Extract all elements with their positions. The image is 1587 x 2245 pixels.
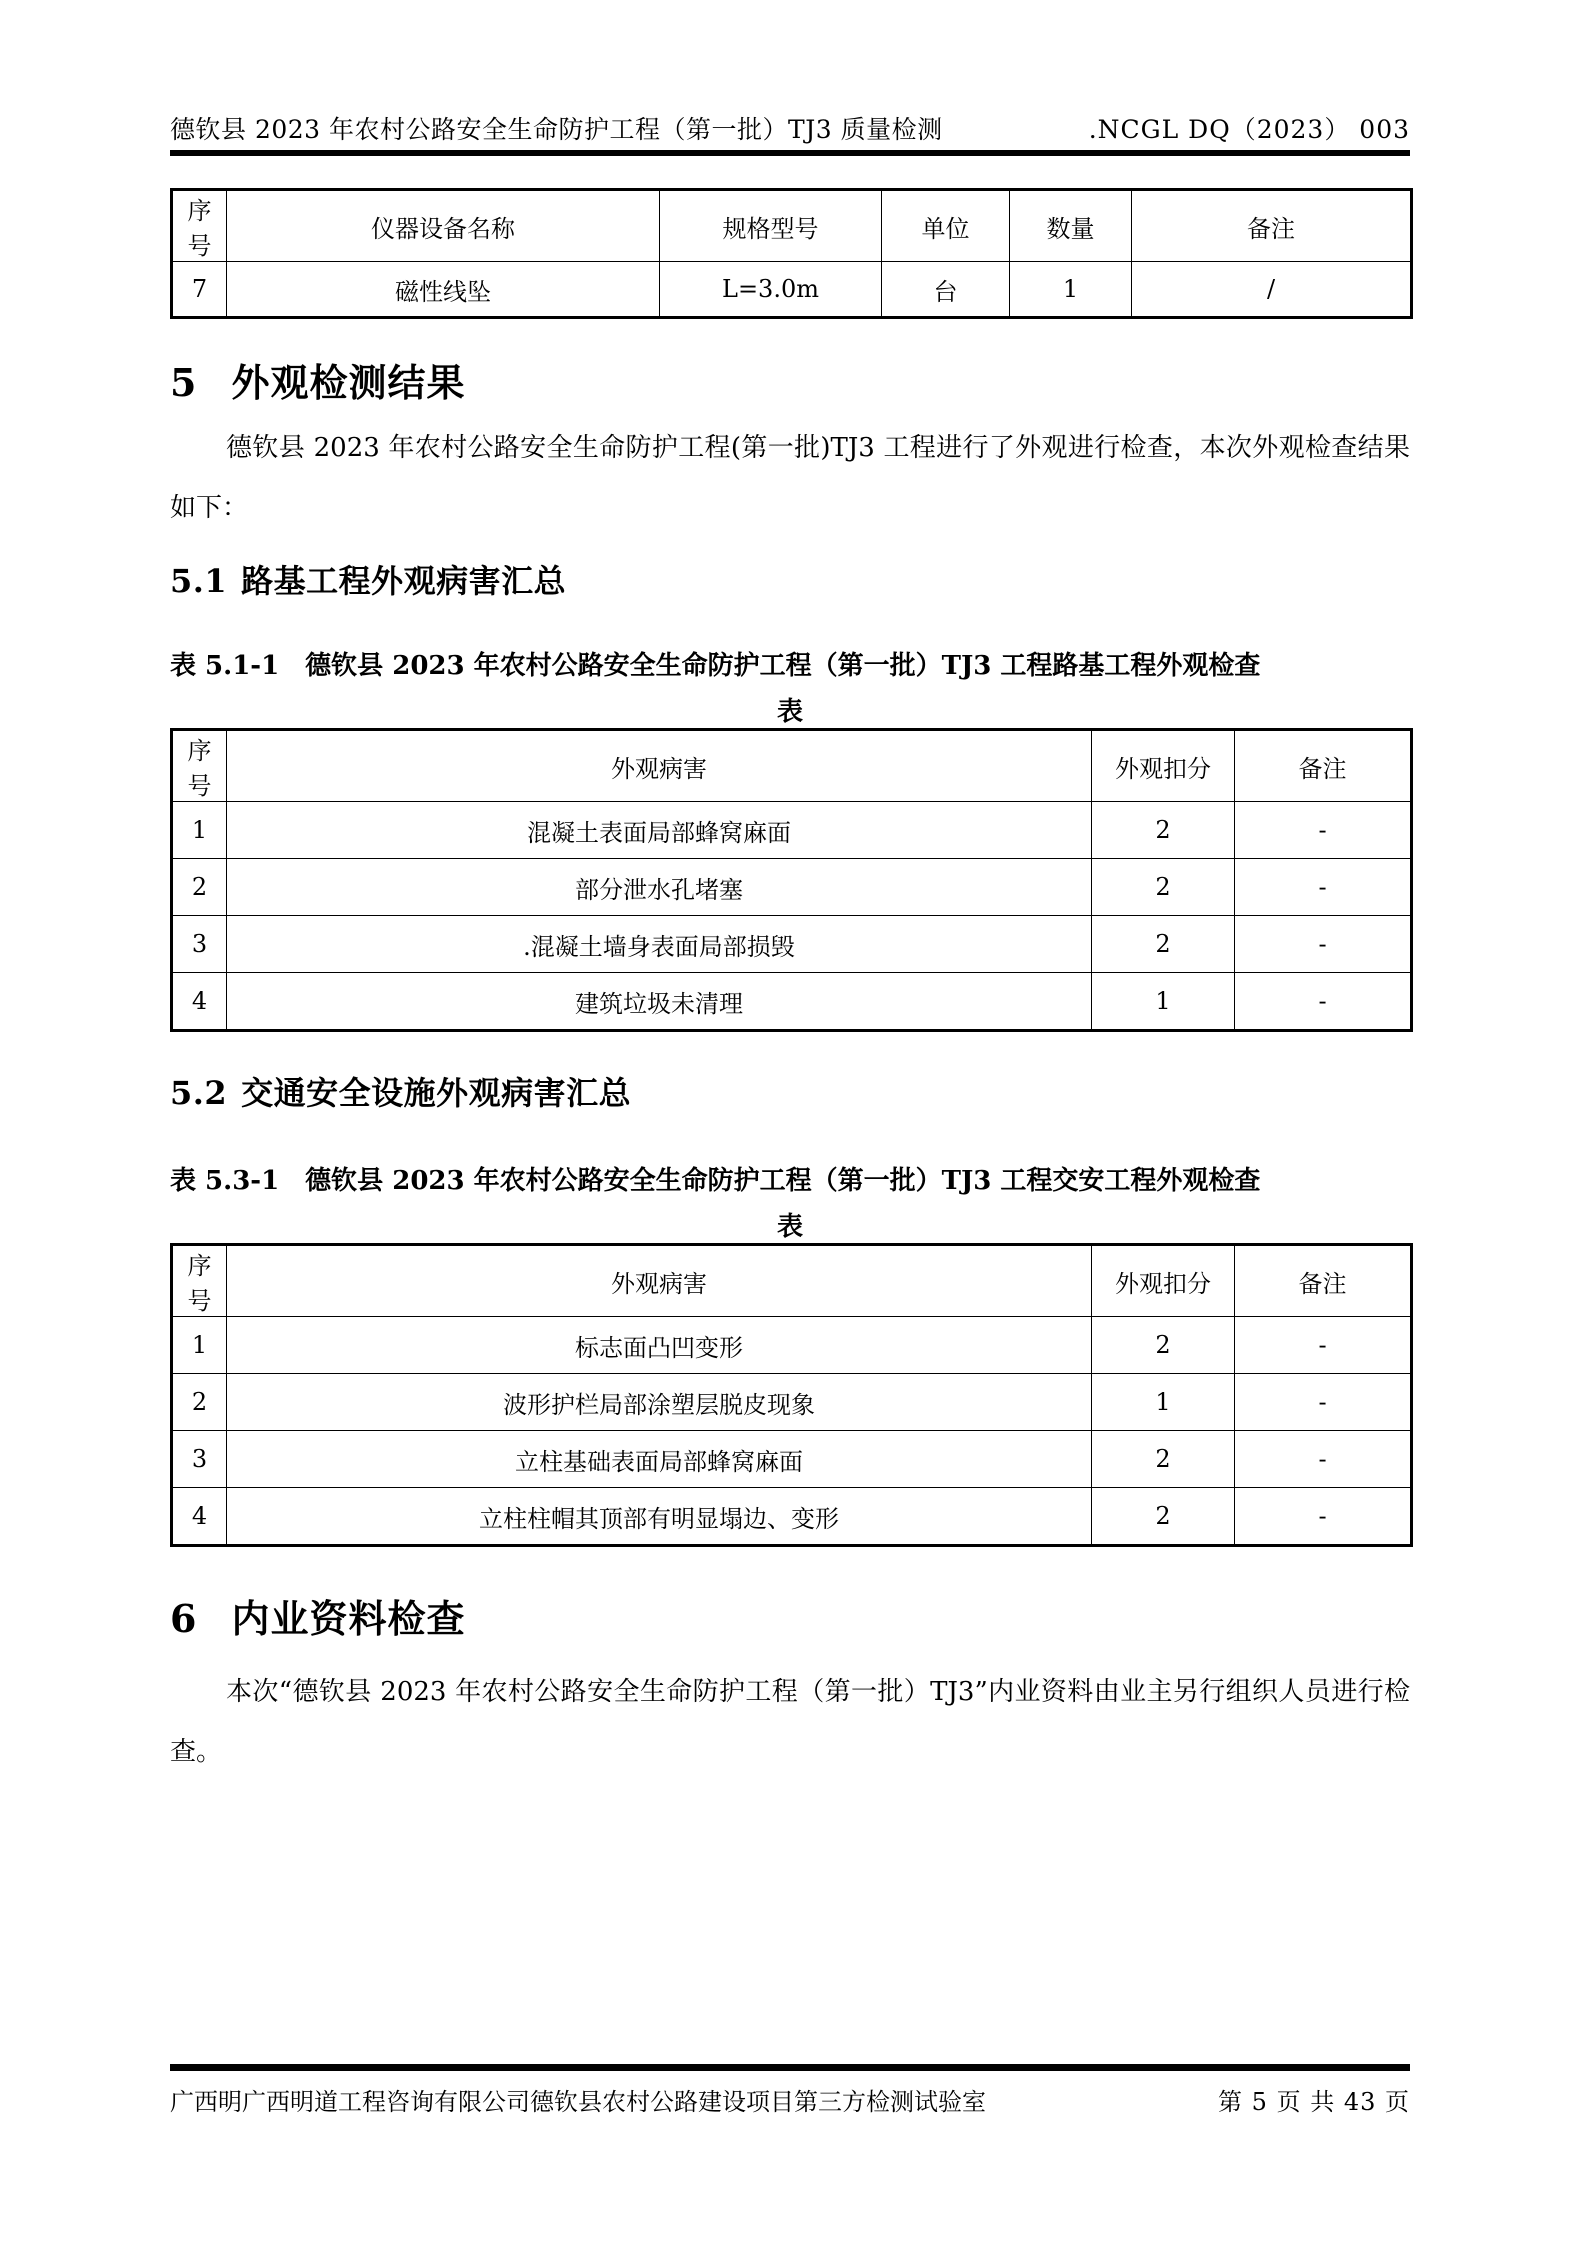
- header-doc-number: .NCGL DQ（2023） 003: [1088, 115, 1410, 144]
- cell-deduction: 2: [1092, 802, 1235, 859]
- cell-index: 3: [172, 916, 227, 973]
- cell-remark: -: [1235, 973, 1412, 1031]
- column-header-remark: 备注: [1132, 190, 1412, 262]
- column-header-deduction: 外观扣分: [1092, 1245, 1235, 1317]
- column-header-name: 仪器设备名称: [227, 190, 660, 262]
- header-divider: [170, 150, 1410, 156]
- heading-number: 5.1: [170, 562, 228, 600]
- cell-deduction: 2: [1092, 859, 1235, 916]
- cell-deduction: 1: [1092, 973, 1235, 1031]
- cell-remark: -: [1235, 1431, 1412, 1488]
- equipment-table: [170, 188, 1413, 319]
- cell-defect: 立柱柱帽其顶部有明显塌边、变形: [227, 1488, 1092, 1546]
- caption-table-5-3-1: [170, 1158, 1410, 1250]
- traffic-safety-defect-table: [170, 1243, 1413, 1547]
- table-header-row: [172, 190, 1412, 262]
- table-row: [172, 859, 1412, 916]
- heading-number: 5.2: [170, 1074, 228, 1112]
- cell-remark: -: [1235, 859, 1412, 916]
- cell-remark: /: [1132, 262, 1412, 318]
- cell-index: 4: [172, 973, 227, 1031]
- caption-text: 德钦县 2023 年农村公路安全生命防护工程（第一批）TJ3 工程路基工程外观检查: [305, 651, 1261, 681]
- footer-page-number: 第 5 页 共 43 页: [1218, 2088, 1410, 2116]
- heading-section-6: [170, 1588, 465, 1643]
- footer-organization: 广西明广西明道工程咨询有限公司德钦县农村公路建设项目第三方检测试验室: [170, 2088, 986, 2116]
- cell-index: 3: [172, 1431, 227, 1488]
- cell-remark: -: [1235, 1374, 1412, 1431]
- caption-text-wrap: 表: [776, 697, 803, 727]
- paragraph-section-6: 本次“德钦县 2023 年农村公路安全生命防护工程（第一批）TJ3”内业资料由业主另行组织人员进行检查。: [170, 1677, 1410, 1767]
- heading-text: 内业资料检查: [231, 1596, 466, 1641]
- caption-text-wrap: 表: [776, 1212, 803, 1242]
- cell-remark: -: [1235, 916, 1412, 973]
- column-header-defect: 外观病害: [227, 1245, 1092, 1317]
- cell-unit: 台: [882, 262, 1010, 318]
- cell-deduction: 2: [1092, 1431, 1235, 1488]
- heading-section-5-1: [170, 556, 566, 602]
- table-row: [172, 1431, 1412, 1488]
- heading-text: 交通安全设施外观病害汇总: [241, 1074, 632, 1112]
- running-footer: [170, 2082, 1410, 2117]
- cell-defect: 标志面凸凹变形: [227, 1317, 1092, 1374]
- column-header-unit: 单位: [882, 190, 1010, 262]
- column-header-qty: 数量: [1010, 190, 1132, 262]
- caption-text: 德钦县 2023 年农村公路安全生命防护工程（第一批）TJ3 工程交安工程外观检查: [305, 1166, 1261, 1196]
- column-header-deduction: 外观扣分: [1092, 730, 1235, 802]
- cell-deduction: 2: [1092, 916, 1235, 973]
- column-header-defect: 外观病害: [227, 730, 1092, 802]
- roadbed-defect-table: [170, 728, 1413, 1032]
- column-header-remark: 备注: [1235, 730, 1412, 802]
- caption-label: 表 5.3-1: [170, 1166, 280, 1196]
- cell-deduction: 1: [1092, 1374, 1235, 1431]
- column-header-index: 序号: [172, 1245, 227, 1317]
- cell-index: 2: [172, 859, 227, 916]
- heading-number: 5: [170, 360, 198, 405]
- table-row: [172, 1317, 1412, 1374]
- heading-number: 6: [170, 1596, 198, 1641]
- table-row: [172, 1488, 1412, 1546]
- cell-name: 磁性线坠: [227, 262, 660, 318]
- cell-deduction: 2: [1092, 1317, 1235, 1374]
- cell-remark: -: [1235, 1317, 1412, 1374]
- table-row: [172, 973, 1412, 1031]
- cell-index: 2: [172, 1374, 227, 1431]
- column-header-index: 序号: [172, 730, 227, 802]
- table-header-row: [172, 730, 1412, 802]
- cell-qty: 1: [1010, 262, 1132, 318]
- cell-index: 1: [172, 802, 227, 859]
- heading-section-5: [170, 352, 465, 407]
- footer-divider: [170, 2064, 1410, 2071]
- caption-table-5-1-1: [170, 643, 1410, 735]
- table-row: [172, 1374, 1412, 1431]
- cell-remark: -: [1235, 802, 1412, 859]
- heading-text: 路基工程外观病害汇总: [241, 562, 567, 600]
- cell-index: 1: [172, 1317, 227, 1374]
- paragraph-section-5: 德钦县 2023 年农村公路安全生命防护工程(第一批)TJ3 工程进行了外观进行检查，本次外观检查结果如下：: [170, 433, 1410, 523]
- cell-defect: 波形护栏局部涂塑层脱皮现象: [227, 1374, 1092, 1431]
- cell-defect: 建筑垃圾未清理: [227, 973, 1092, 1031]
- column-header-spec: 规格型号: [660, 190, 882, 262]
- cell-spec: L=3.0m: [660, 262, 882, 318]
- header-title: 德钦县 2023 年农村公路安全生命防护工程（第一批）TJ3 质量检测: [170, 115, 943, 144]
- table-header-row: [172, 1245, 1412, 1317]
- table-row: [172, 262, 1412, 318]
- heading-section-5-2: [170, 1068, 631, 1114]
- cell-remark: -: [1235, 1488, 1412, 1546]
- column-header-index: 序号: [172, 190, 227, 262]
- table-row: [172, 916, 1412, 973]
- cell-defect: 立柱基础表面局部蜂窝麻面: [227, 1431, 1092, 1488]
- running-header: [170, 110, 1410, 146]
- cell-index: 4: [172, 1488, 227, 1546]
- heading-text: 外观检测结果: [231, 360, 466, 405]
- cell-defect: 部分泄水孔堵塞: [227, 859, 1092, 916]
- table-row: [172, 802, 1412, 859]
- cell-deduction: 2: [1092, 1488, 1235, 1546]
- column-header-remark: 备注: [1235, 1245, 1412, 1317]
- caption-label: 表 5.1-1: [170, 651, 280, 681]
- cell-defect: 混凝土表面局部蜂窝麻面: [227, 802, 1092, 859]
- cell-defect: .混凝土墙身表面局部损毁: [227, 916, 1092, 973]
- cell-index: 7: [172, 262, 227, 318]
